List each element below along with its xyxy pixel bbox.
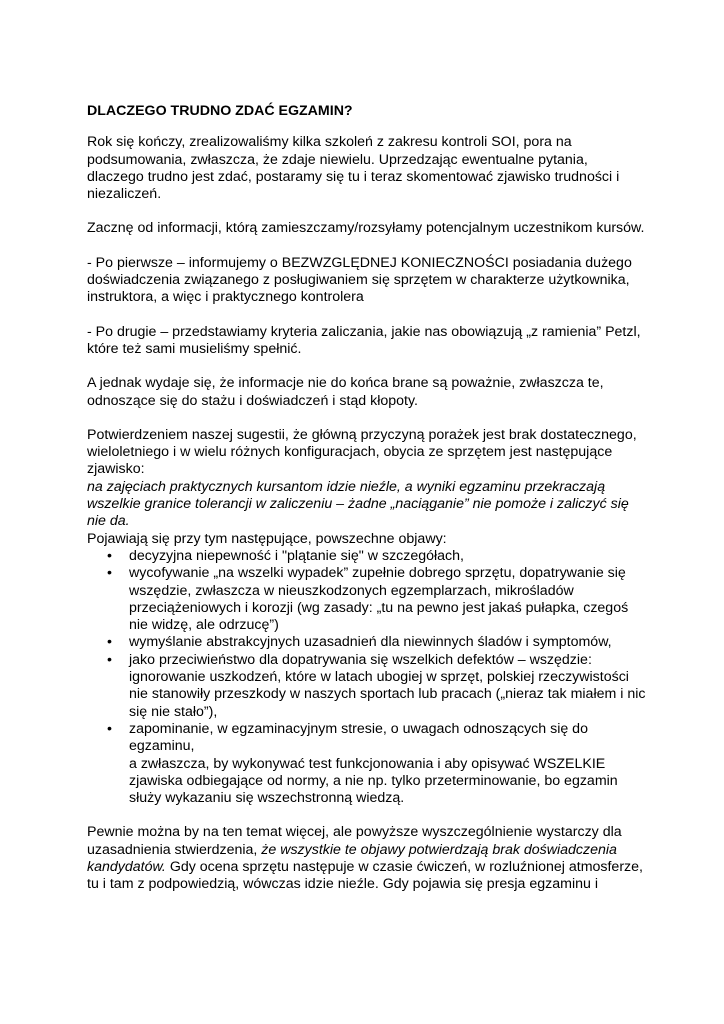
bullet-icon: • <box>107 634 112 651</box>
list-item <box>107 565 647 634</box>
conclusion-text-end: Gdy ocena sprzętu następuje w czasie ćwiczeń, w rozluźnionej atmosferze, <box>165 858 643 875</box>
paragraph-confirmation <box>87 427 647 531</box>
paragraph-symptoms-intro: Pojawiają się przy tym następujące, powszechne objawy: <box>87 530 447 547</box>
confirmation-text: Potwierdzeniem naszej sugestii, że główną przyczyną porażek jest brak dostatecznego, wieloletniego i w wielu różnych konfiguracjach, obycia ze sprzętem jest następujące zjawisko: <box>87 426 637 478</box>
list-item <box>107 634 647 651</box>
conclusion-italic: że wszystkie te objawy potwierdzają brak doświadczenia kandydatów. <box>87 841 617 875</box>
list-item <box>107 721 647 807</box>
list-item-text: wycofywanie „na wszelki wypadek” zupełnie dobrego sprzętu, dopatrywanie się wszędzie, zwłaszcza w nieuszkodzonych egzemplarzach, mikrośladów przeciążeniowych i korozji (wg zasady: „tu na pewno jest jakaś pułapka, czegoś nie widzę, ale odrzucę”) <box>129 565 629 634</box>
symptoms-list <box>87 548 647 807</box>
list-item-text: jako przeciwieństwo dla dopatrywania się wszelkich defektów – wszędzie: ignorowanie uszkodzeń, które w latach ubogiej w sprzęt, polskiej rzeczywistości nie stanowiły przeszkody w naszych sportach lub pracach („nieraz tak miałem i nic się nie stało”), <box>129 651 646 720</box>
bullet-icon: • <box>107 651 112 668</box>
bullet-icon: • <box>107 547 112 564</box>
dash-item-second: - Po drugie – przedstawiamy kryteria zaliczania, jakie nas obowiązują „z ramienia” Petzl, które też sami musieliśmy spełnić. <box>87 323 641 357</box>
list-item <box>107 652 647 721</box>
paragraph-intro: Rok się kończy, zrealizowaliśmy kilka szkoleń z zakresu kontroli SOI, pora na podsumowania, zwłaszcza, że zdaje niewielu. Uprzedzając ewentualne pytania, dlaczego trudno jest zdać, postaramy się tu i teraz skomentować zjawisko trudności i niezaliczeń. <box>87 134 620 203</box>
dash-item-first: - Po pierwsze – informujemy o BEZWZGLĘDNEJ KONIECZNOŚCI posiadania dużego doświadczenia związanego z posługiwaniem się sprzętem w charakterze użytkownika, instruktora, a więc i praktycznego kontrolera <box>87 254 632 306</box>
paragraph-last-line: tu i tam z podpowiedzią, wówczas idzie nieźle. Gdy pojawia się presja egzaminu i <box>87 876 598 893</box>
bullet-icon: • <box>107 720 112 737</box>
list-item-text: decyzyjna niepewność i "plątanie się" w szczegółach, <box>129 547 464 564</box>
paragraph-info: Zacznę od informacji, którą zamieszczamy/rozsyłamy potencjalnym uczestnikom kursów. <box>87 220 645 237</box>
list-item <box>107 548 647 565</box>
confirmation-italic: na zajęciach praktycznych kursantom idzie nieźle, a wyniki egzaminu przekraczają wszelkie granice tolerancji w zaliczeniu – żadne „naciąganie” nie pomoże i zaliczyć się nie da. <box>87 478 629 530</box>
list-item-text: wymyślanie abstrakcyjnych uzasadnień dla niewinnych śladów i symptomów, <box>129 634 612 651</box>
list-item-continuation: a zwłaszcza, by wykonywać test funkcjonowania i aby opisywać WSZELKIE zjawiska odbiegające od normy, a nie np. tylko przeterminowanie, bo egzamin służy wykazaniu się wszechstronną wiedzą. <box>129 755 618 807</box>
document-page <box>87 103 647 894</box>
paragraph-conclusion <box>87 824 647 876</box>
conclusion-text: Pewnie można by na ten temat więcej, ale powyższe wyszczególnienie wystarczy dla uzasadnienia stwierdzenia, <box>87 824 622 858</box>
bullet-icon: • <box>107 565 112 582</box>
paragraph-however: A jednak wydaje się, że informacje nie do końca brane są poważnie, zwłaszcza te, odnoszące się do stażu i doświadczeń i stąd kłopoty. <box>87 375 604 409</box>
list-item-text: zapominanie, w egzaminacyjnym stresie, o uwagach odnoszących się do egzaminu, <box>129 720 588 755</box>
document-title: DLACZEGO TRUDNO ZDAĆ EGZAMIN? <box>87 103 353 119</box>
